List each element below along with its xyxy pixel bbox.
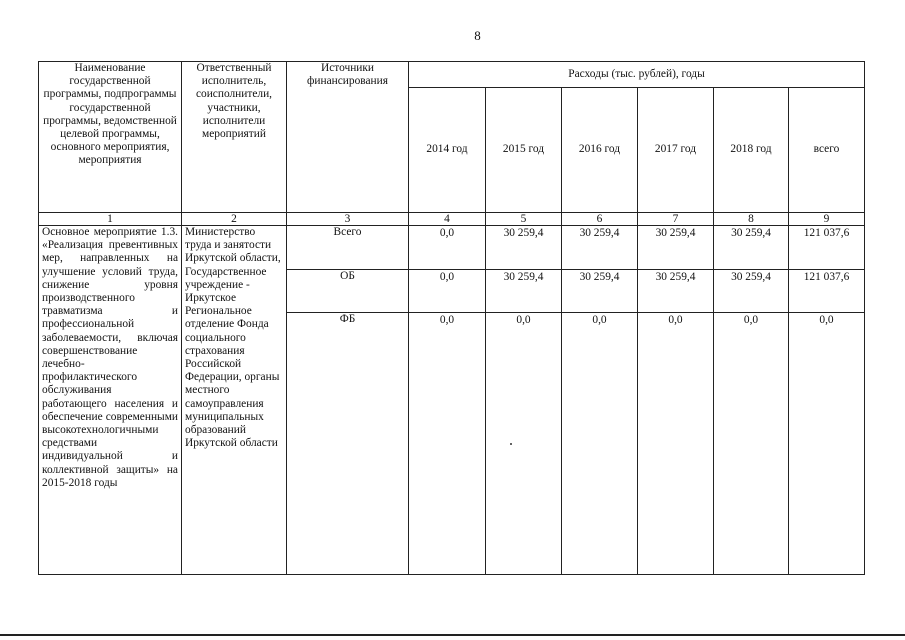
- value-cell: 30 259,4: [714, 226, 789, 270]
- column-number: 3: [287, 213, 409, 226]
- header-expenses: Расходы (тыс. рублей), годы: [409, 62, 865, 88]
- expenditure-table: [38, 61, 865, 575]
- header-year-2018: 2018 год: [714, 88, 789, 213]
- value-cell: 0,0: [409, 313, 486, 575]
- header-sources: Источники финансирования: [287, 62, 409, 213]
- header-total: всего: [789, 88, 865, 213]
- value-cell: 0,0: [562, 313, 638, 575]
- value-cell: 0,0: [714, 313, 789, 575]
- funding-source-regional: ОБ: [287, 270, 409, 313]
- page-number: 8: [474, 28, 481, 43]
- responsible-executors: Министерство труда и занятости Иркутской области, Государственное учреждение - Иркутское Региональное отделение Фонда социального страхования Российской Федерации, органы местного самоуправления муниципальных образований Иркутской области: [182, 226, 287, 575]
- value-cell: 121 037,6: [789, 226, 865, 270]
- scan-speck: [510, 443, 512, 445]
- header-name: Наименование государственной программы, подпрограммы государственной программы, ведомственной целевой программы, основного мероприятия, мероприятия: [39, 62, 182, 213]
- column-number: 8: [714, 213, 789, 226]
- value-cell: 30 259,4: [562, 226, 638, 270]
- header-year-2016: 2016 год: [562, 88, 638, 213]
- column-number: 7: [638, 213, 714, 226]
- value-cell: 30 259,4: [562, 270, 638, 313]
- value-cell: 30 259,4: [486, 270, 562, 313]
- page-bottom-edge: [0, 634, 905, 636]
- funding-source-federal: ФБ: [287, 313, 409, 575]
- column-number: 4: [409, 213, 486, 226]
- value-cell: 30 259,4: [486, 226, 562, 270]
- column-number: 9: [789, 213, 865, 226]
- value-cell: 30 259,4: [638, 270, 714, 313]
- header-responsible: Ответственный исполнитель, соисполнители, участники, исполнители мероприятий: [182, 62, 287, 213]
- value-cell: 0,0: [409, 270, 486, 313]
- column-number: 6: [562, 213, 638, 226]
- value-cell: 0,0: [638, 313, 714, 575]
- value-cell: 121 037,6: [789, 270, 865, 313]
- column-number: 1: [39, 213, 182, 226]
- column-number: 2: [182, 213, 287, 226]
- measure-name: Основное мероприятие 1.3. «Реализация превентивных мер, направленных на улучшение условий труда, снижение уровня производственного травматизма и профессиональной заболеваемости, включая совершенствование лечебно-профилактического обслуживания работающего населения и обеспечение современными высокотехнологичными средствами индивидуальной и коллективной защиты» на 2015-2018 годы: [39, 226, 182, 575]
- value-cell: 30 259,4: [714, 270, 789, 313]
- column-number: 5: [486, 213, 562, 226]
- value-cell: 0,0: [789, 313, 865, 575]
- value-cell: 0,0: [409, 226, 486, 270]
- header-year-2015: 2015 год: [486, 88, 562, 213]
- header-year-2014: 2014 год: [409, 88, 486, 213]
- funding-source-total: Всего: [287, 226, 409, 270]
- value-cell: 0,0: [486, 313, 562, 575]
- header-year-2017: 2017 год: [638, 88, 714, 213]
- value-cell: 30 259,4: [638, 226, 714, 270]
